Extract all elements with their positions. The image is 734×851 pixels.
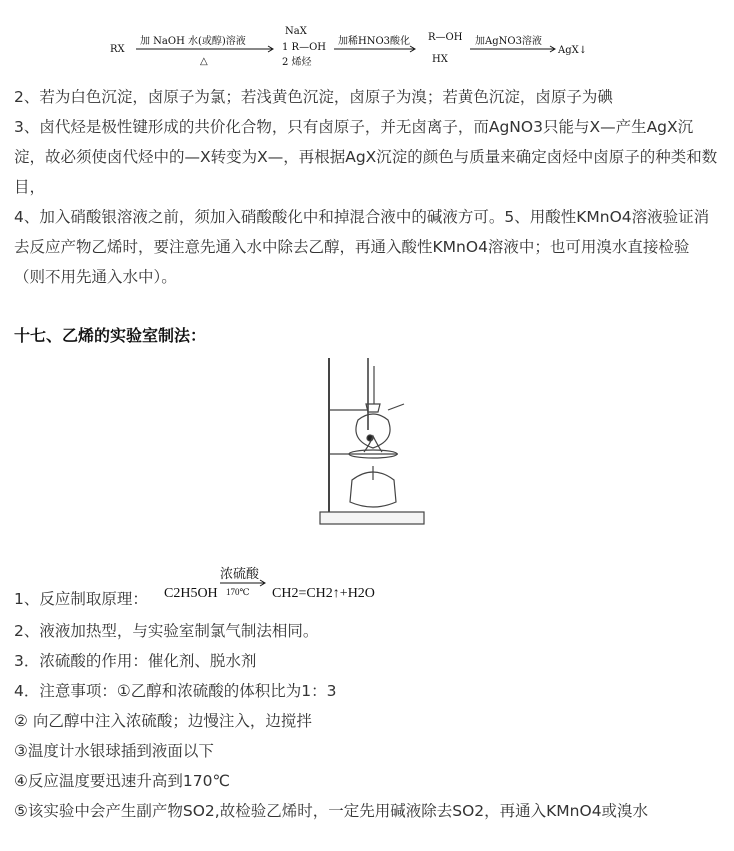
scheme-mid1-line1: 1 R—OH — [282, 42, 326, 53]
scheme-start: RX — [110, 44, 125, 55]
list-item: ⑤该实验中会产生副产物SO2,故检验乙烯时，一定先用碱液除去SO2，再通入KMnO4或溴水 — [14, 802, 649, 820]
scheme-step2-reagent: 加稀HNO3酸化 — [338, 36, 411, 47]
ethylene-notes-list — [14, 616, 720, 826]
stand-base — [320, 512, 424, 524]
paragraph-acidify-note: 4、加入硝酸银溶液之前，须加入硝酸酸化中和掉混合液中的碱液方可。5、用酸性KMnO4溶液验证消去反应产物乙烯时，要注意先通入水中除去乙醇，再通入酸性KMnO4溶液中；也可用溴水直接检验（则不用先通入水中）。 — [14, 208, 710, 286]
scheme-step3-reagent: 加AgNO3溶液 — [475, 36, 542, 47]
round-flask — [356, 414, 390, 448]
list-item: 3．浓硫酸的作用：催化剂、脱水剂 — [14, 652, 257, 670]
equation-label: 1、反应制取原理： — [14, 590, 148, 608]
ethylene-apparatus-image — [316, 352, 434, 530]
scheme-mid1-top: NaX — [285, 26, 307, 37]
equation-condition: 170℃ — [226, 587, 250, 597]
section-title: 十七、乙烯的实验室制法： — [14, 326, 207, 345]
equation-catalyst: 浓硫酸 — [220, 566, 260, 581]
list-item: 4．注意事项：①乙醇和浓硫酸的体积比为1：3 — [14, 682, 337, 700]
list-item: ④反应温度要迅速升高到170℃ — [14, 772, 230, 790]
gas-outlet — [388, 404, 404, 410]
scheme-mid2-bottom: HX — [432, 54, 448, 65]
scheme-mid1-line2: 2 烯烃 — [282, 57, 312, 68]
halide-test-scheme — [110, 22, 630, 72]
scheme-mid2-top: R—OH — [428, 32, 463, 43]
equation-reactant: C2H5OH — [164, 586, 218, 601]
scheme-step1-heat: △ — [200, 56, 208, 67]
equation-product: CH2=CH2↑+H2O — [272, 586, 375, 601]
paragraph-precipitate-color: 2、若为白色沉淀，卤原子为氯；若浅黄色沉淀，卤原子为溴；若黄色沉淀，卤原子为碘 — [14, 88, 613, 106]
list-item: ② 向乙醇中注入浓硫酸；边慢注入，边搅拌 — [14, 712, 312, 730]
paragraph-halide-conversion: 3、卤代烃是极性键形成的共价化合物，只有卤原子，并无卤离子，而AgNO3只能与X—产生AgX沉淀，故必须使卤代烃中的—X转变为X—，再根据AgX沉淀的颜色与质量来确定卤烃中卤原子的种类和数目， — [14, 118, 718, 196]
scheme-step1-reagent: 加 NaOH 水(或醇)溶液 — [140, 36, 246, 47]
ethylene-equation — [160, 566, 400, 610]
scheme-end: AgX↓ — [558, 45, 588, 56]
list-item: 2、液液加热型，与实验室制氯气制法相同。 — [14, 622, 319, 640]
list-item: ③温度计水银球插到液面以下 — [14, 742, 214, 760]
